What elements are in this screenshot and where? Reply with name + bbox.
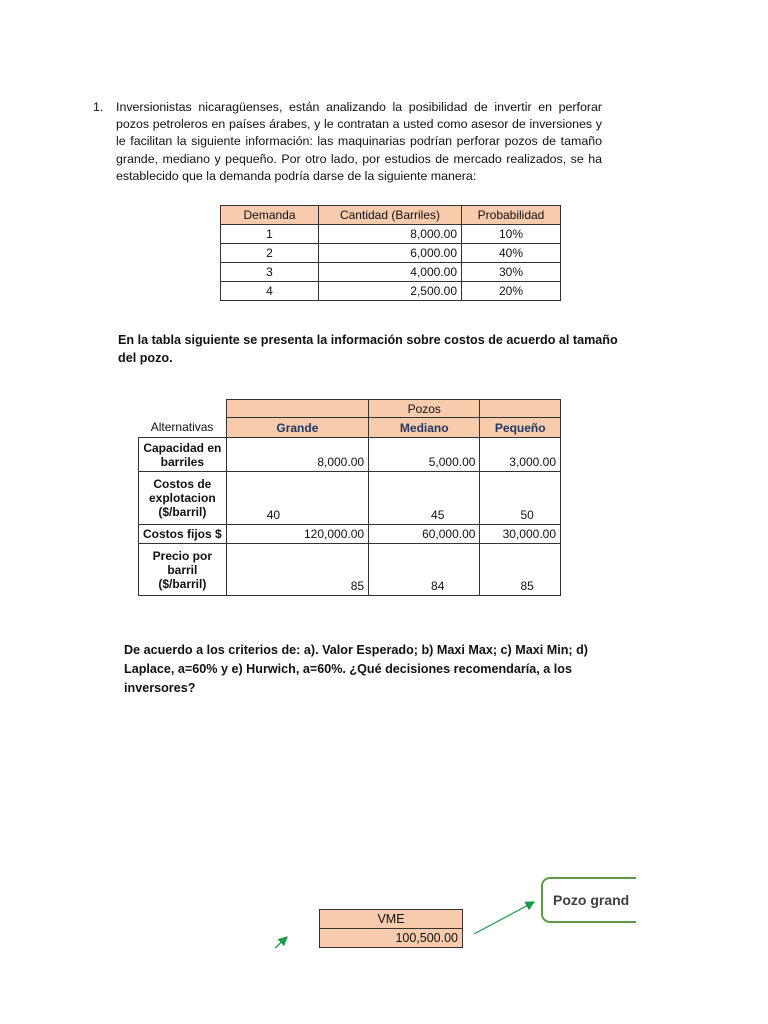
costs-row-label: Precio por barril ($/barril) <box>139 544 227 596</box>
demand-cell: 3 <box>221 263 319 282</box>
arrow-to-callout <box>474 902 534 934</box>
demand-cell: 1 <box>221 225 319 244</box>
costs-cell: 50 <box>480 472 561 525</box>
costs-col-mediano: Mediano <box>369 418 480 438</box>
demand-cell: 10% <box>462 225 561 244</box>
vme-label: VME <box>320 910 463 929</box>
question-number: 1. <box>93 100 104 114</box>
costs-cell: 85 <box>480 544 561 596</box>
costs-cell: 85 <box>226 544 368 596</box>
demand-cell: 2,500.00 <box>319 282 462 301</box>
costs-col-grande: Grande <box>226 418 368 438</box>
demand-header-demanda: Demanda <box>221 206 319 225</box>
costs-intro: En la tabla siguiente se presenta la información sobre costos de acuerdo al tamaño del pozo. <box>118 333 618 365</box>
costs-cell: 8,000.00 <box>226 438 368 472</box>
costs-group-header: Pozos <box>369 400 480 418</box>
criteria-text: De acuerdo a los criterios de: a). Valor Esperado; b) Maxi Max; c) Maxi Min; d) Laplace, a=60% y e) Hurwich, a=60%. ¿Qué decisiones recomendaría, a los inversores? <box>124 643 588 695</box>
costs-row-label: Capacidad en barriles <box>139 438 227 472</box>
demand-cell: 2 <box>221 244 319 263</box>
costs-cell: 45 <box>369 472 480 525</box>
costs-cell: 40 <box>226 472 368 525</box>
demand-cell: 4,000.00 <box>319 263 462 282</box>
costs-col-pequeno: Pequeño <box>480 418 561 438</box>
costs-cell: 5,000.00 <box>369 438 480 472</box>
costs-cell: 60,000.00 <box>369 525 480 544</box>
costs-row-label: Costos de explotacion ($/barril) <box>139 472 227 525</box>
costs-cell: 3,000.00 <box>480 438 561 472</box>
demand-cell: 20% <box>462 282 561 301</box>
demand-cell: 8,000.00 <box>319 225 462 244</box>
costs-cell: 84 <box>369 544 480 596</box>
demand-cell: 4 <box>221 282 319 301</box>
demand-cell: 40% <box>462 244 561 263</box>
callout-text: Pozo grand <box>553 892 630 908</box>
costs-cell: 120,000.00 <box>226 525 368 544</box>
demand-header-probabilidad: Probabilidad <box>462 206 561 225</box>
costs-row-header: Alternativas <box>139 418 227 438</box>
vme-value: 100,500.00 <box>320 929 463 948</box>
demand-cell: 6,000.00 <box>319 244 462 263</box>
demand-cell: 30% <box>462 263 561 282</box>
demand-header-cantidad: Cantidad (Barriles) <box>319 206 462 225</box>
costs-row-label: Costos fijos $ <box>139 525 227 544</box>
costs-cell: 30,000.00 <box>480 525 561 544</box>
arrow-small <box>275 937 287 948</box>
question-text: Inversionistas nicaragüenses, están analizando la posibilidad de invertir en perforar pozos petroleros en países árabes, y le contratan a usted como asesor de inversiones y le facilitan la siguiente información: las maquinarias podrían perforar pozos de tamaño grande, mediano y pequeño. Por otro lado, por estudios de mercado realizados, se ha establecido que la demanda podría darse de la siguiente manera: <box>116 100 602 183</box>
